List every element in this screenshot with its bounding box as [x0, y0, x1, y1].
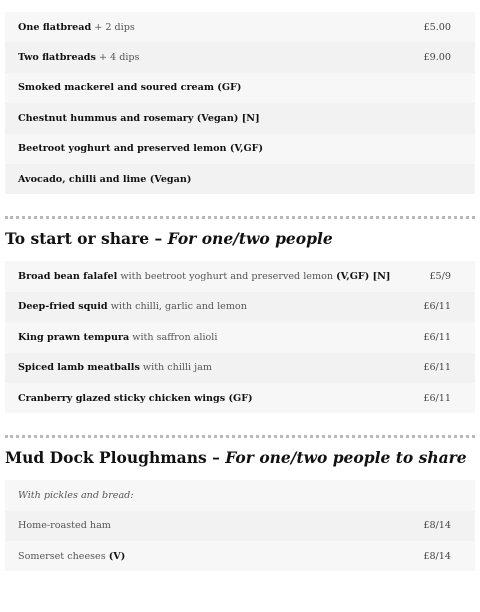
dip-item — [5, 103, 475, 133]
item-price: £6/11 — [423, 392, 451, 404]
section-title-text: To start or share – — [5, 229, 168, 249]
item-name: One flatbread — [18, 21, 92, 33]
section-note — [5, 480, 475, 510]
item-price: £9.00 — [423, 52, 451, 64]
item-name: Beetroot yoghurt and preserved lemon (V,GF) — [18, 143, 264, 155]
section-subtitle: For one/two people — [167, 229, 333, 249]
item-name: Chestnut hummus and rosemary (Vegan) [N] — [18, 112, 260, 124]
item-name: Two flatbreads — [18, 52, 96, 64]
item-tag: (V) — [108, 550, 126, 562]
item-name: Smoked mackerel and soured cream (GF) — [18, 82, 242, 94]
item-name: Deep-fried squid — [18, 301, 108, 313]
item-name: Cranberry glazed sticky chicken wings (GF) — [18, 392, 253, 404]
item-desc: with saffron alioli — [132, 331, 218, 343]
menu-item — [5, 292, 475, 322]
menu-item — [5, 541, 475, 571]
menu-item — [5, 261, 475, 291]
item-price: £6/11 — [423, 362, 451, 374]
menu-item-one-flatbread — [5, 12, 475, 42]
item-name: Broad bean falafel — [18, 271, 118, 283]
section-title-ploughmans — [5, 448, 480, 468]
item-desc: with chilli jam — [142, 362, 212, 374]
dip-item — [5, 164, 475, 194]
ploughmans-menu — [5, 480, 475, 571]
item-tag: (V,GF) [N] — [336, 271, 391, 283]
section-title-text: Mud Dock Ploughmans – — [5, 448, 226, 468]
dip-item — [5, 73, 475, 103]
section-divider — [5, 216, 475, 219]
menu-item-two-flatbreads — [5, 42, 475, 72]
item-price: £6/11 — [423, 331, 451, 343]
menu-item — [5, 383, 475, 413]
item-price: £5/9 — [429, 271, 451, 283]
flatbread-menu — [5, 12, 475, 194]
menu-item — [5, 353, 475, 383]
item-price: £5.00 — [423, 21, 451, 33]
menu-item — [5, 511, 475, 541]
start-menu — [5, 261, 475, 413]
item-price: £6/11 — [423, 301, 451, 313]
menu-item — [5, 322, 475, 352]
item-price: £8/14 — [423, 520, 451, 532]
section-subtitle: For one/two people to share — [225, 448, 467, 468]
item-name: Spiced lamb meatballs — [18, 362, 140, 374]
item-name: Somerset cheeses — [18, 550, 106, 562]
item-price: £8/14 — [423, 550, 451, 562]
item-desc: + 2 dips — [94, 21, 135, 33]
item-desc: + 4 dips — [98, 52, 140, 64]
item-name: King prawn tempura — [18, 331, 130, 343]
section-title-start — [5, 229, 480, 249]
item-desc: with chilli, garlic and lemon — [110, 301, 247, 313]
item-name: Avocado, chilli and lime (Vegan) — [18, 173, 192, 185]
section-divider — [5, 435, 475, 438]
item-desc: with beetroot yoghurt and preserved lemon — [120, 271, 334, 283]
note-text: With pickles and bread: — [18, 489, 134, 501]
item-name: Home-roasted ham — [18, 520, 111, 532]
dip-item — [5, 134, 475, 164]
